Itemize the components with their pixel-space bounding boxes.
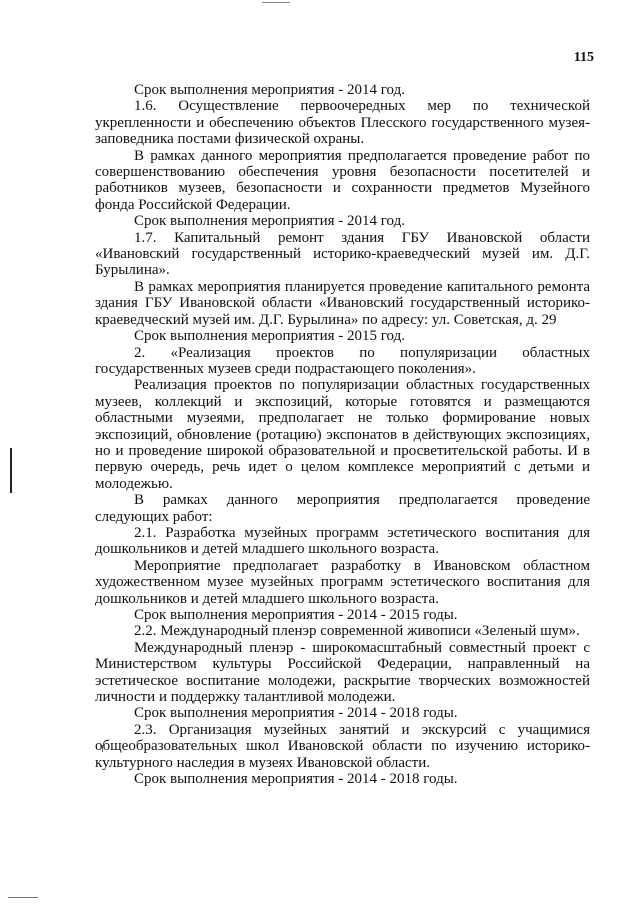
paragraph: Срок выполнения мероприятия - 2014 - 2018 годы.: [134, 771, 458, 788]
paragraph: В рамках мероприятия планируется проведение капитального ремонта здания ГБУ Ивановской области «Ивановский государственный историко-краеведческий музей им. Д.Г. Бурылина» по адресу: ул. Советская, д. 29: [95, 278, 590, 328]
paragraph: 1.7. Капитальный ремонт здания ГБУ Ивановской области «Ивановский государственный историко-краеведческий музей им. Д.Г. Бурылина».: [95, 229, 590, 279]
paragraph: 2.1. Разработка музейных программ эстетического воспитания для дошкольников и детей младшего школьного возраста.: [95, 524, 590, 558]
paragraph: Реализация проектов по популяризации областных государственных музеев, коллекций и экспозиций, которые готовятся и размещаются областными музеями, предполагает не только формирование новых экспозиций, обновление (ротацию) экспонатов в действующих экспозициях, но и проведение широкой образовательной и просветительской работы. И в первую очередь, речь идет о целом комплексе мероприятий с детьми и молодежью.: [95, 377, 590, 492]
paragraph: Срок выполнения мероприятия - 2014 - 2018 годы.: [134, 705, 458, 722]
paragraph: Мероприятие предполагает разработку в Ивановском областном художественном музее музейных программ эстетического воспитания для дошкольников и детей младшего школьного возраста.: [95, 557, 590, 607]
paragraph: Срок выполнения мероприятия - 2014 - 2015 годы.: [134, 607, 458, 623]
paragraph: 2.2. Международный пленэр современной живописи «Зеленый шум».: [134, 623, 580, 640]
section-heading: 2. «Реализация проектов по популяризации областных государственных музеев среди подрастающего поколения».: [95, 344, 590, 377]
page-number: 115: [573, 50, 594, 65]
paragraph: Международный пленэр - широкомасштабный совместный проект с Министерством культуры Российской Федерации, направленный на эстетическое воспитание молодежи, раскрытие творческих возможностей личности и поддержку талантливой молодежи.: [95, 639, 590, 706]
paragraph: В рамках данного мероприятия предполагается проведение работ по совершенствованию обеспечения уровня безопасности посетителей и работников музеев, безопасности и сохранности предметов Музейного фонда Российской Федерации.: [95, 147, 590, 213]
body-text: [95, 82, 590, 787]
paragraph: В рамках данного мероприятия предполагается проведение следующих работ:: [95, 492, 590, 525]
paragraph: 1.6. Осуществление первоочередных мер по технической укрепленности и обеспечению объектов Плесского государственного музея-заповедника постами физической охраны.: [95, 98, 590, 148]
scan-artifact: [8, 897, 38, 898]
margin-line: [10, 448, 12, 493]
paragraph: Срок выполнения мероприятия - 2014 год.: [134, 213, 405, 230]
paragraph: Срок выполнения мероприятия - 2015 год.: [134, 328, 405, 345]
paragraph: Срок выполнения мероприятия - 2014 год.: [134, 82, 405, 98]
paragraph: 2.3. Организация музейных занятий и экскурсий с учащимися общеобразовательных школ Ивановской области по изучению историко-культурного наследия в музеях Ивановской области.: [95, 721, 590, 771]
scan-artifact: [262, 2, 290, 3]
